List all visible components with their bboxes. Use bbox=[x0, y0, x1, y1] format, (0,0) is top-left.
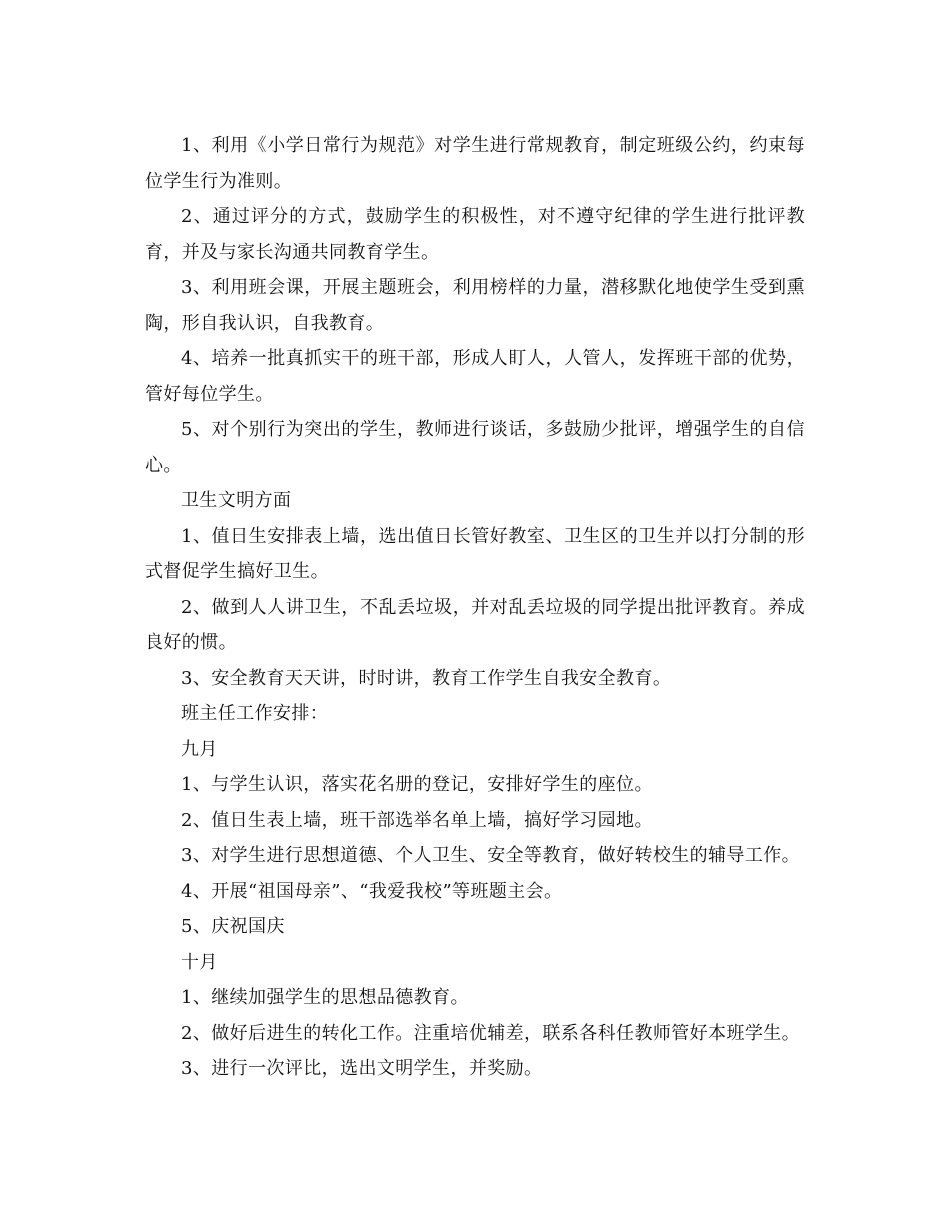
paragraph: 5、庆祝国庆 bbox=[181, 916, 285, 937]
paragraph: 3、利用班会课，开展主题班会，利用榜样的力量，潜移默化地使学生受到熏陶，形自我认识，自我教育。 bbox=[145, 277, 805, 334]
paragraph: 2、通过评分的方式，鼓励学生的积极性，对不遵守纪律的学生进行批评教育，并及与家长沟通共同教育学生。 bbox=[145, 206, 805, 263]
paragraph: 3、对学生进行思想道德、个人卫生、安全等教育，做好转校生的辅导工作。 bbox=[181, 845, 801, 866]
section-heading: 班主任工作安排： bbox=[181, 703, 329, 724]
paragraph: 1、值日生安排表上墙，选出值日长管好教室、卫生区的卫生并以打分制的形式督促学生搞好卫生。 bbox=[145, 525, 805, 582]
paragraph: 1、利用《小学日常行为规范》对学生进行常规教育，制定班级公约，约束每位学生行为准则。 bbox=[145, 135, 805, 192]
paragraph: 3、安全教育天天讲，时时讲，教育工作学生自我安全教育。 bbox=[181, 667, 672, 689]
paragraph: 1、与学生认识，落实花名册的登记，安排好学生的座位。 bbox=[181, 774, 653, 795]
paragraph: 4、开展“祖国母亲”、“我爱我校”等班题主会。 bbox=[181, 880, 563, 902]
paragraph: 1、继续加强学生的思想品德教育。 bbox=[181, 987, 469, 1008]
paragraph: 2、做好后进生的转化工作。注重培优辅差，联系各科任教师管好本班学生。 bbox=[181, 1022, 801, 1044]
month-heading: 九月 bbox=[181, 738, 218, 760]
paragraph: 2、值日生表上墙，班干部选举名单上墙，搞好学习园地。 bbox=[181, 809, 653, 831]
month-heading: 十月 bbox=[181, 951, 218, 973]
section-heading: 卫生文明方面 bbox=[181, 490, 292, 511]
paragraph: 5、对个别行为突出的学生，教师进行谈话，多鼓励少批评，增强学生的自信心。 bbox=[145, 419, 805, 476]
document-body bbox=[145, 128, 805, 1087]
paragraph: 3、进行一次评比，选出文明学生，并奖励。 bbox=[181, 1058, 543, 1079]
paragraph: 2、做到人人讲卫生，不乱丢垃圾，并对乱丢垃圾的同学提出批评教育。养成良好的惯。 bbox=[145, 596, 805, 653]
paragraph: 4、培养一批真抓实干的班干部，形成人盯人，人管人，发挥班干部的优势，管好每位学生。 bbox=[145, 348, 805, 405]
